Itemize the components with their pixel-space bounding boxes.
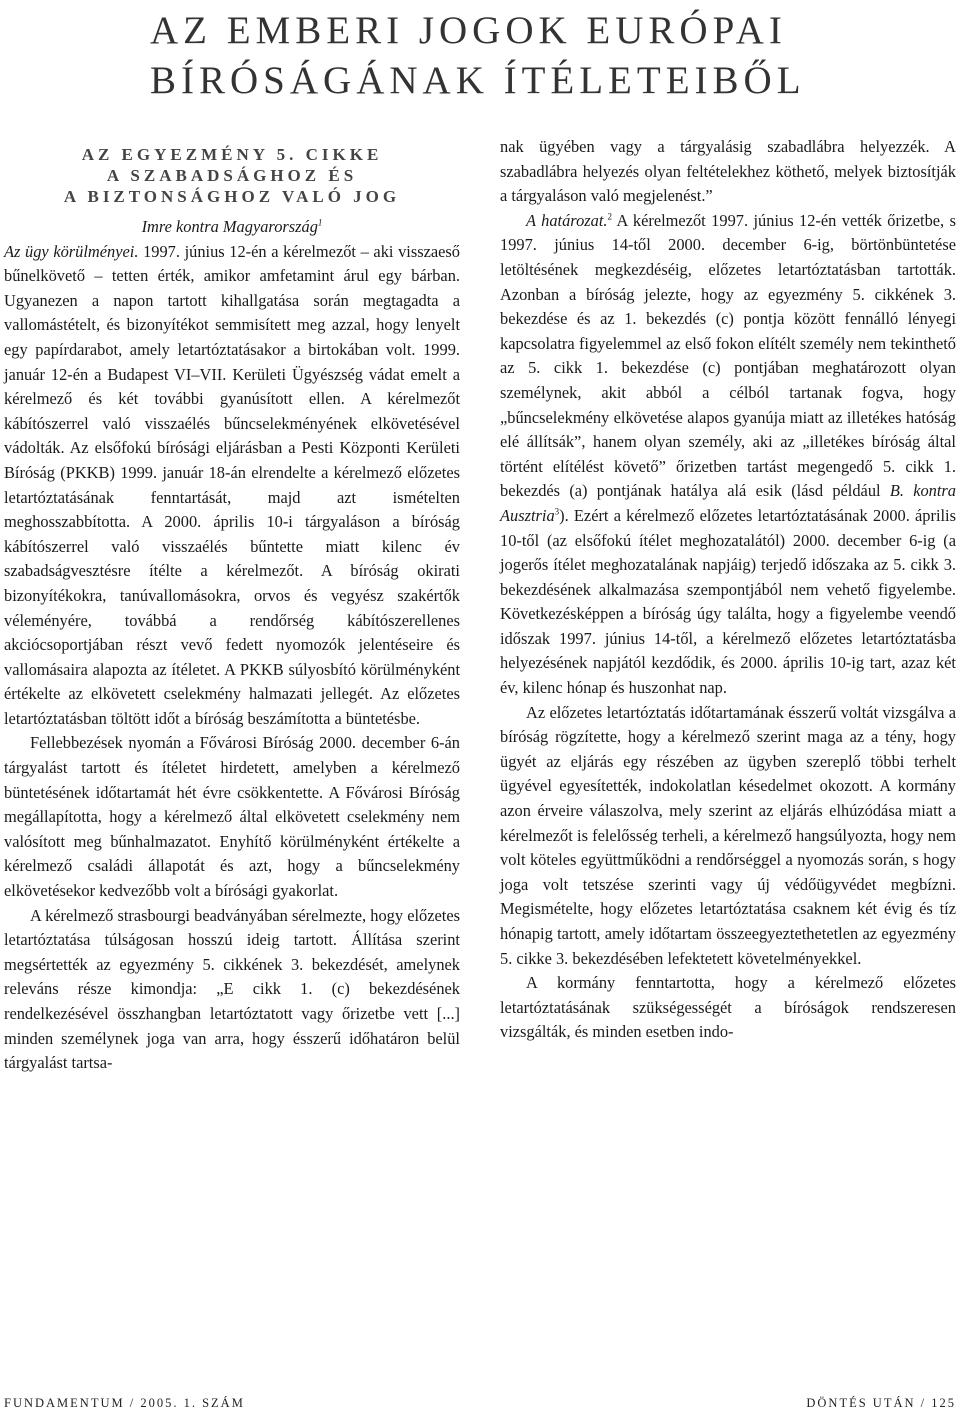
paragraph-lead: A határozat. [526,210,608,230]
section-title-line-1: AZ EGYEZMÉNY 5. CIKKE [81,145,383,164]
footer-page-number: DÖNTÉS UTÁN / 125 [806,1396,956,1410]
case-title [4,215,460,240]
paragraph-body: ). Ezért a kérelmező előzetes letartóztatásának 2000. április 10-től (az elsőfokú ítélet meghozatalától) 2000. december 6-ig (a jogerős ítélet meghozatalának napjáig) terjedő időszaka az 5. cikk 3. bekezdésének alkalmazása szempontjából nem vehető figyelembe. Következésképpen a bíróság úgy találta, hogy a figyelembe veendő időszak 1997. június 14-től, a kérelmező előzetes letartóztatásba helyezésének napjától kezdődik, és 2000. április 10-ig tart, azaz két év, kilenc hónap és huszonhat nap. [500,505,956,698]
right-column [500,135,956,1045]
paragraph-body: A kérelmezőt 1997. június 12-én vették őrizetbe, s 1997. június 14-től 2000. december 6-ig, börtönbüntetése letöltésének megkezdéséig, előzetes letartóztatásban tartották. Azonban a bíróság jelezte, hogy az egyezmény 5. cikkének 3. bekezdése és az 1. bekezdés (c) pontja között fennálló lényegi kapcsolatra figyelemmel az első fokon elítélt személy nem tekinthető az 5. cikk 1. bekezdése (c) pontjában meghatározott olyan személynek, akit abból a célból tartanak fogva, hogy „bűncselekmény elkövetése alapos gyanúja miatt az illetékes hatóság elé állítsák”, hanem olyan személy, aki az „illetékes bíróság által történt elítélést követő” őrizetben tartást megengedő 5. cikk 1. bekezdés (a) pontjának hatálya alá esik (lásd például [500,210,956,501]
page-title-line-2: BÍRÓSÁGÁNAK ÍTÉLETEIBŐL [150,59,806,102]
paragraph-complaint: A kérelmező strasbourgi beadványában sérelmezte, hogy előzetes letartóztatása túlságosan hosszú ideig tartott. Állítása szerint megsértették az egyezmény 5. cikkének 3. bekezdését, amelynek releváns része kimondja: „E cikk 1. (c) bekezdésének rendelkezésével összhangban letartóztatott vagy őrizetbe vett [...] minden személynek joga van arra, hogy ésszerű időhatáron belül tárgyalást tartsa- [4,905,460,1073]
section-title-line-2: A SZABADSÁGHOZ ÉS [106,166,358,185]
page-title [150,6,950,106]
paragraph-body: 1997. június 12-én a kérelmezőt – aki visszaeső bűnelkövető – tetten érték, amikor amfetamint árul egy bárban. Ugyanezen a napon tartott kihallgatása során megtagadta a vallomástételt, és bizonyítékot semmisített meg azzal, hogy lenyelt egy papírdarabot, amely letartóztatásakor a birtokában volt. 1999. január 12-én a Budapest VI–VII. Kerületi Ügyészség vádat emelt a kérelmező és két további gyanúsított ellen. A kérelmezőt kábítószerrel való visszaélés bűncselekményének elkövetésével vádolták. Az elsőfokú bírósági eljárásban a Pesti Központi Kerületi Bíróság (PKKB) 1999. január 18-án elrendelte a kérelmező előzetes letartóztatásának fenntartását, majd azt ismételten meghosszabbította. A 2000. április 10-i tárgyaláson a bíróság kábítószerrel való visszaélés bűntette miatt kilenc év szabadságvesztésre ítélte a kérelmezőt. A bíróság okirati bizonyítékokra, tanúvallomásokra, orvos és vegyész szakértők véleményére, továbbá a rendőrség kábítószerellenes akciócsoportjában részt vevő fedett nyomozók jelentéseire és vallomásaira alapozta az ítéletet. A PKKB súlyosbító körülményként értékelte az elkövetett cselekmény halmazati jellegét. Az előzetes letartóztatásban töltött időt a bíróság beszámította a büntetésbe. [4,241,460,728]
left-column [4,144,460,1076]
paragraph-continuation: nak ügyében vagy a tárgyalásig szabadlábra helyezzék. A szabadlábra helyezés olyan feltételekhez köthető, melyek biztosítják a tárgyaláson való megjelenést.” [500,137,956,206]
section-title-line-3: A BIZTONSÁGHOZ VALÓ JOG [63,187,401,206]
section-title [4,144,460,207]
case-title-text: Imre kontra Magyarország [141,217,318,236]
citation-footnote: 3 [554,506,560,517]
decision-footnote: 2 [607,211,612,222]
paragraph-government: A kormány fenntartotta, hogy a kérelmező előzetes letartóztatásának szükségességét a bíróságok rendszeresen vizsgálták, és minden esetben indo- [500,973,956,1042]
footer-journal: FUNDAMENTUM / 2005. 1. SZÁM [4,1396,245,1410]
paragraph-lead: Az ügy körülményei. [4,241,139,261]
case-citation: B. kontra Ausztria [500,481,956,525]
paragraph-appeals: Fellebbezések nyomán a Fővárosi Bíróság 2000. december 6-án tárgyalást tartott és ítéletet hirdetett, amelyben a kérelmező büntetésének időtartamát hét évre csökkentette. A Fővárosi Bíróság megállapította, hogy a kérelmező által elkövetett cselekmény nem valósított meg bűnhalmazatot. Enyhítő körülményként értékelte a kérelmező családi állapotát és azt, hogy a bűncselekmény elkövetésekor kedvezőbb volt a bírósági gyakorlat. [4,733,460,901]
paragraph-circumstances [4,240,460,732]
case-title-footnote: 1 [317,217,323,228]
paragraph-decision [500,209,956,701]
paragraph-reasonableness: Az előzetes letartóztatás időtartamának ésszerű voltát vizsgálva a bíróság rögzítette, hogy a kérelmező szerint maga az a tény, hogy ügyét az eljárás egy részében az ügyben szereplő többi terhelt ügyével egyesítették, indokolatlan késedelmet okozott. A kormány azon érveire válaszolva, mely szerint az eljárás elhúzódása miatt a kérelmezőt is felelősség terheli, a kérelmező hangsúlyozta, hogy nem volt köteles együttműködni a rendőrséggel a nyomozás során, s hogy joga volt tetszése szerinti vagy új védőügyvédet megbízni. Megismételte, hogy előzetes letartóztatása csaknem két évig és tíz hónapig tartott, amely időtartam összeegyeztethetetlen az egyezmény 5. cikke 3. bekezdésében lefektetett követelményekkel. [500,702,956,968]
page-title-line-1: AZ EMBERI JOGOK EURÓPAI [150,9,787,52]
